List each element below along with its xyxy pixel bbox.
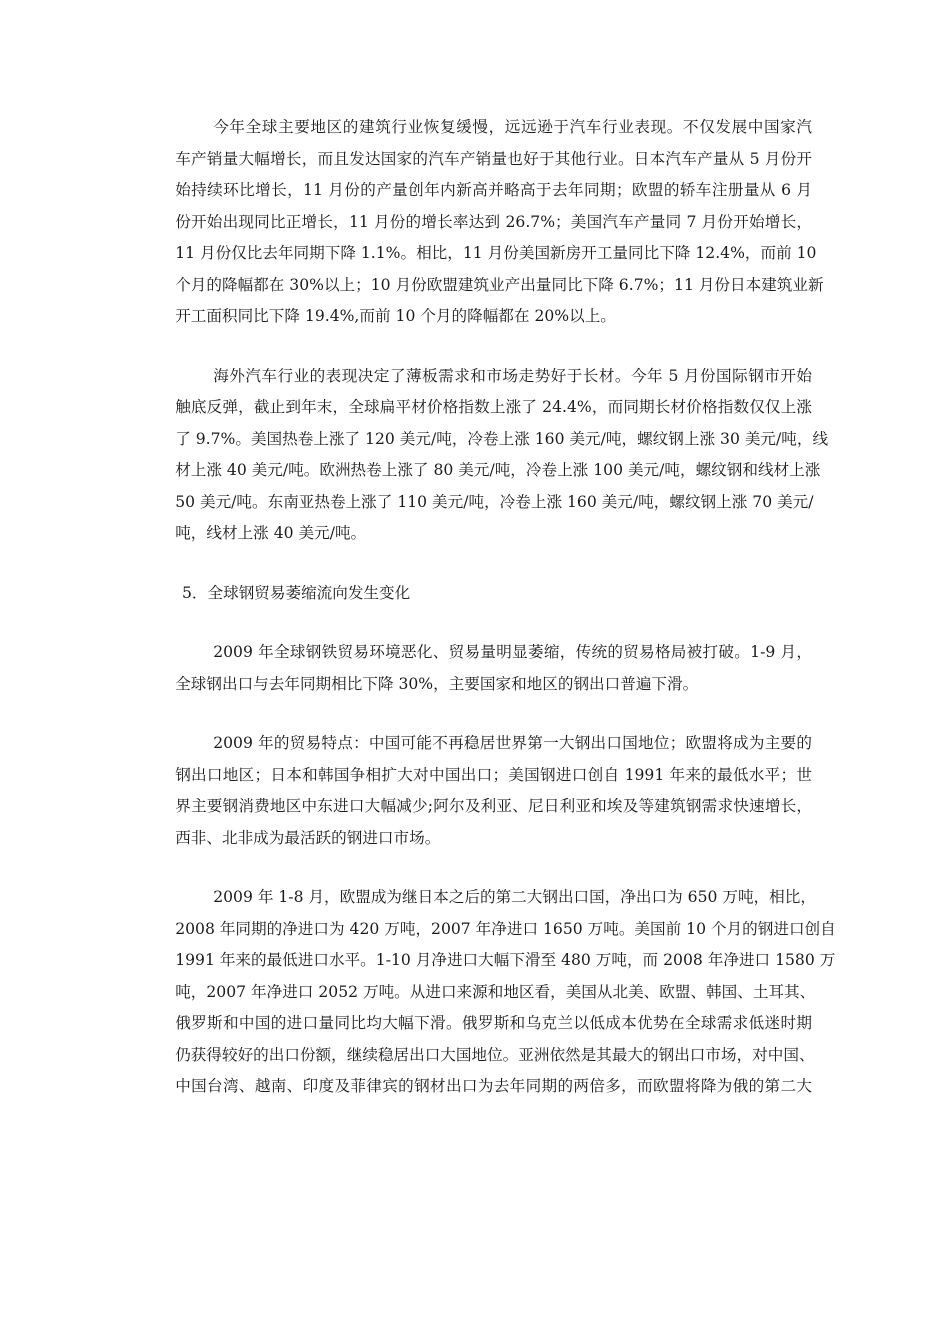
text-line: 钢出口地区；日本和韩国争相扩大对中国出口；美国钢进口创自 1991 年来的最低水平；世 <box>175 765 812 784</box>
text-line: 开工面积同比下降 19.4%,而前 10 个月的降幅都在 20%以上。 <box>175 307 616 325</box>
paragraph-gap <box>144 609 812 637</box>
text-line: 2009 年的贸易特点：中国可能不再稳居世界第一大钢出口国地位；欧盟将成为主要的 <box>213 734 812 752</box>
text-line: 中国台湾、越南、印度及菲律宾的钢材出口为去年同期的两倍多，而欧盟将降为俄的第二大 <box>175 1077 812 1095</box>
paragraph-gap <box>144 854 812 882</box>
text-line: 海外汽车行业的表现决定了薄板需求和市场走势好于长材。今年 5 月份国际钢市开始 <box>213 366 812 385</box>
text-line: 全球钢出口与去年同期相比下降 30%，主要国家和地区的钢出口普遍下滑。 <box>175 674 699 693</box>
paragraph-trade-environment <box>144 637 812 700</box>
text-line: 今年全球主要地区的建筑行业恢复缓慢，远远逊于汽车行业表现。不仅发展中国家汽 <box>213 118 812 136</box>
text-line: 了 9.7%。美国热卷上涨了 120 美元/吨，冷卷上涨 160 美元/吨，螺纹钢上涨 30 美元/吨，线 <box>175 429 829 448</box>
text-line: 仍获得较好的出口份额，继续稳居出口大国地位。亚洲依然是其最大的钢出口市场，对中国、 <box>175 1045 815 1064</box>
text-line: 西非、北非成为最活跃的钢进口市场。 <box>175 828 441 847</box>
paragraph-eu-us-russia <box>144 882 836 1103</box>
text-line: 始持续环比增长，11 月份的产量创年内新高并略高于去年同期；欧盟的轿车注册量从 6 月 <box>175 181 812 199</box>
text-line: 2008 年同期的净进口为 420 万吨，2007 年净进口 1650 万吨。美国前 10 个月的钢进口创自 <box>175 919 836 938</box>
paragraph-auto-vs-construction <box>144 112 824 333</box>
text-line: 触底反弹，截止到年末，全球扁平材价格指数上涨了 24.4%，而同期长材价格指数仅仅上涨 <box>175 398 812 416</box>
section-heading: 5．全球钢贸易萎缩流向发生变化 <box>182 583 411 602</box>
text-line: 份开始出现同比正增长，11 月份的增长率达到 26.7%；美国汽车产量同 7 月份开始增长， <box>175 212 812 231</box>
text-line: 材上涨 40 美元/吨。欧洲热卷上涨了 80 美元/吨，冷卷上涨 100 美元/吨，螺纹钢和线材上涨 <box>175 461 821 479</box>
paragraph-steel-prices <box>144 361 829 550</box>
text-line: 个月的降幅都在 30%以上；10 月份欧盟建筑业产出量同比下降 6.7%；11 月份日本建筑业新 <box>175 275 824 294</box>
text-line: 2009 年全球钢铁贸易环境恶化、贸易量明显萎缩，传统的贸易格局被打破。1-9 月， <box>213 643 812 661</box>
text-line: 50 美元/吨。东南亚热卷上涨了 110 美元/吨，冷卷上涨 160 美元/吨，螺纹钢上涨 70 美元/ <box>175 492 814 511</box>
paragraph-gap <box>144 333 812 361</box>
paragraph-trade-features <box>144 728 812 854</box>
text-line: 界主要钢消费地区中东进口大幅减少;阿尔及利亚、尼日利亚和埃及等建筑钢需求快速增长， <box>175 797 812 815</box>
text-line: 2009 年 1-8 月，欧盟成为继日本之后的第二大钢出口国，净出口为 650 万吨，相比， <box>213 888 816 906</box>
text-line: 俄罗斯和中国的进口量同比均大幅下滑。俄罗斯和乌克兰以低成本优势在全球需求低迷时期 <box>175 1014 812 1032</box>
text-line: 车产销量大幅增长，而且发达国家的汽车产销量也好于其他行业。日本汽车产量从 5 月份开 <box>175 149 812 168</box>
text-line: 吨，2007 年净进口 2052 万吨。从进口来源和地区看，美国从北美、欧盟、韩国、土耳其、 <box>175 982 816 1001</box>
paragraph-gap <box>144 550 812 578</box>
document-body <box>144 112 836 1103</box>
text-line: 11 月份仅比去年同期下降 1.1%。相比，11 月份美国新房开工量同比下降 12.4%，而前 10 <box>175 244 817 262</box>
text-line: 1991 年来的最低进口水平。1-10 月净进口大幅下滑至 480 万吨，而 2008 年净进口 1580 万 <box>175 951 836 969</box>
text-line: 吨，线材上涨 40 美元/吨。 <box>175 524 367 542</box>
paragraph-gap <box>144 700 812 728</box>
